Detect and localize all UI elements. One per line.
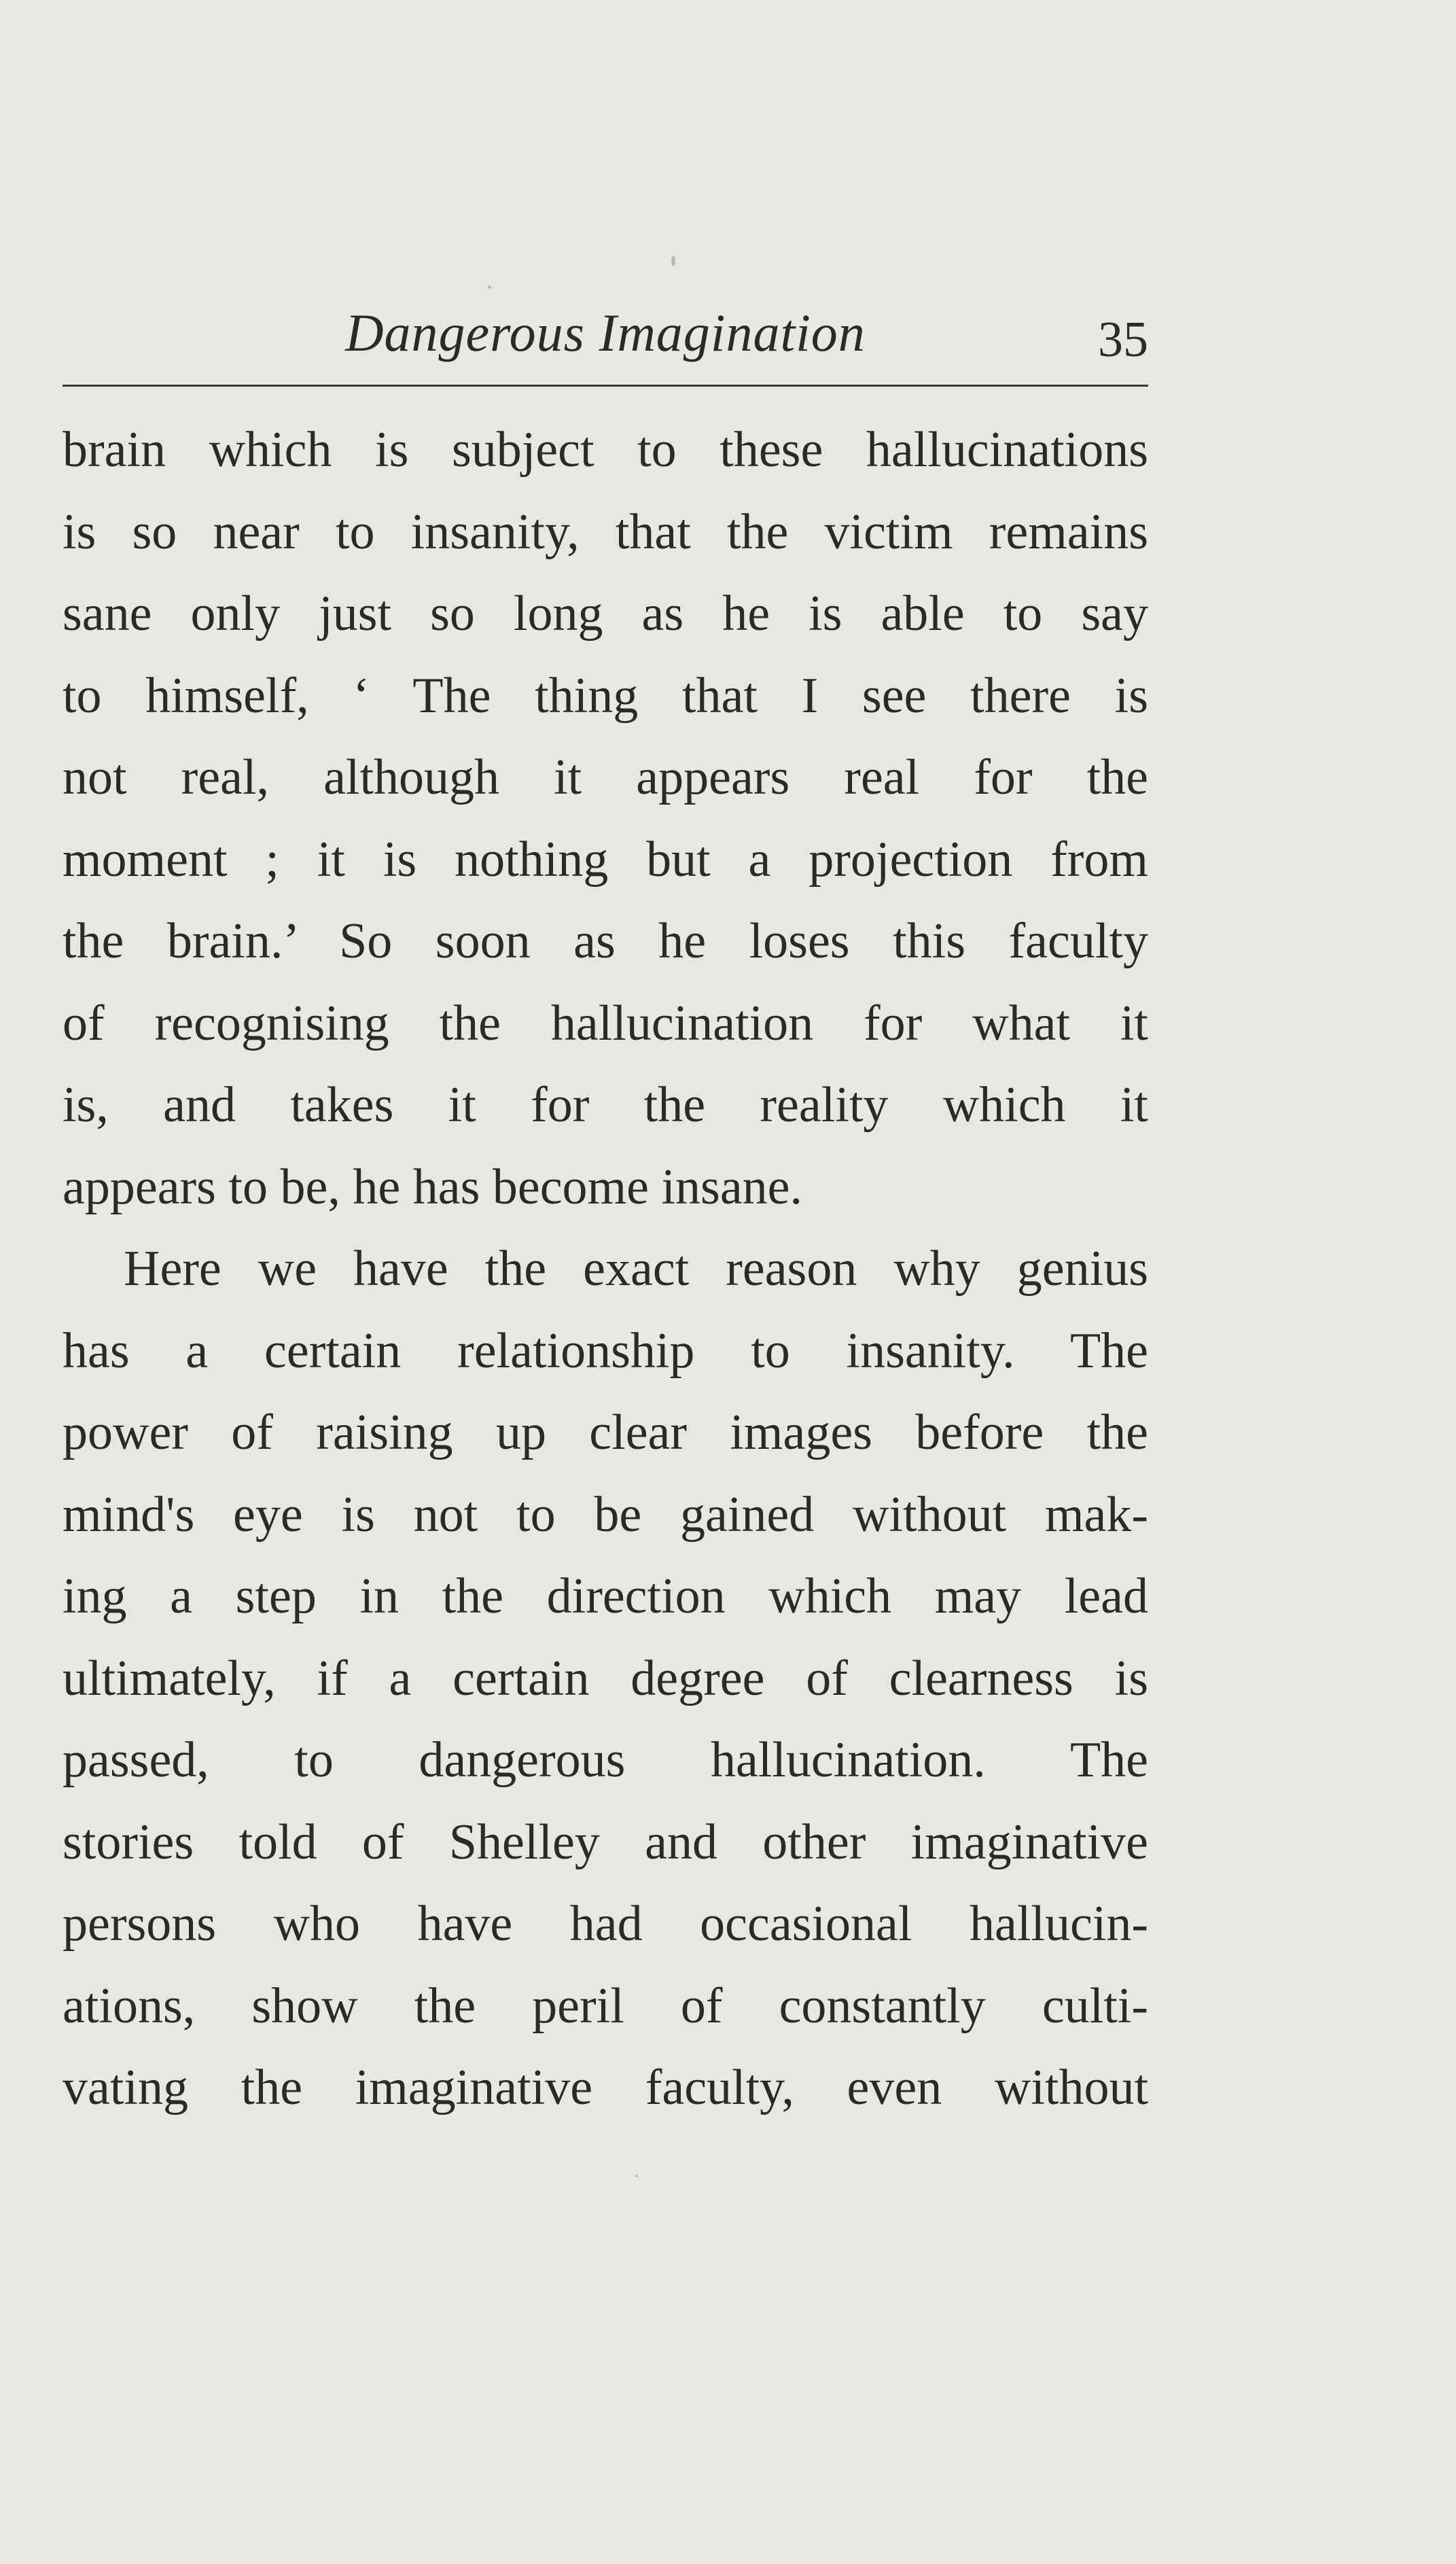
paper-speck [635, 2175, 638, 2177]
text-line: ations, show the peril of constantly culti- [63, 1978, 1148, 2034]
text-line: moment ; it is nothing but a projection from [63, 831, 1148, 888]
text-line: sane only just so long as he is able to say [63, 586, 1148, 642]
text-line: has a certain relationship to insanity. The [63, 1322, 1148, 1379]
running-head [63, 299, 1148, 367]
text-line: not real, although it appears real for the [63, 750, 1148, 805]
text-line: passed, to dangerous hallucination. The [63, 1732, 1148, 1788]
text-line: power of raising up clear images before the [63, 1405, 1148, 1460]
paragraph [63, 409, 1148, 1228]
paragraph [63, 1228, 1148, 2129]
body-text [63, 409, 1148, 2129]
text-line: to himself, ‘ The thing that I see there is [63, 667, 1148, 724]
text-line: persons who have had occasional hallucin- [63, 1896, 1148, 1952]
paper-speck [488, 285, 491, 289]
text-line: of recognising the hallucination for what it [63, 995, 1148, 1051]
text-line: the brain.’ So soon as he loses this faculty [63, 913, 1148, 969]
page-number: 35 [1098, 312, 1148, 368]
text-line: ultimately, if a certain degree of clearness is [63, 1650, 1148, 1706]
text-line: Here we have the exact reason why genius [124, 1241, 1148, 1297]
paper-speck [671, 256, 675, 266]
header-rule [63, 385, 1148, 387]
text-line: appears to be, he has become insane. [63, 1159, 803, 1215]
text-line: vating the imaginative faculty, even without [63, 2060, 1148, 2115]
text-line: is so near to insanity, that the victim remains [63, 504, 1148, 560]
text-line: is, and takes it for the reality which it [63, 1077, 1148, 1133]
running-title: Dangerous Imagination [345, 303, 866, 362]
text-line: brain which is subject to these hallucinations [63, 422, 1148, 478]
text-line: mind's eye is not to be gained without mak- [63, 1486, 1148, 1543]
text-line: ing a step in the direction which may lead [63, 1568, 1148, 1624]
text-line: stories told of Shelley and other imaginative [63, 1814, 1148, 1870]
